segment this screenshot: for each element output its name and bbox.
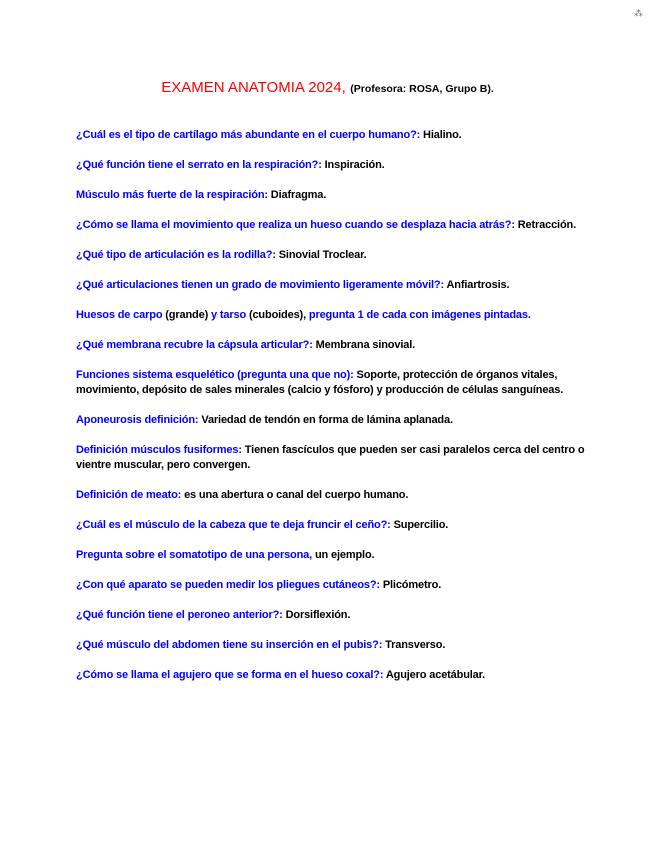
question-item: [76, 278, 586, 293]
question-item: [76, 128, 586, 143]
question-text: ¿Cómo se llama el movimiento que realiza un hueso cuando se desplaza hacia atrás?:: [76, 219, 515, 231]
question-item: [76, 158, 586, 173]
title-main: EXAMEN ANATOMIA 2024,: [161, 79, 346, 96]
page-title: [0, 79, 655, 97]
answer-text: Inspiración.: [321, 159, 385, 171]
question-item: [76, 548, 586, 563]
answer-text: Supercilio.: [390, 519, 449, 531]
question-text: ¿Qué músculo del abdomen tiene su inserción en el pubis?:: [76, 639, 383, 651]
question-text: ¿Cuál es el músculo de la cabeza que te deja fruncir el ceño?:: [76, 519, 391, 531]
answer-text: Retracción.: [514, 219, 577, 231]
question-item: [76, 668, 586, 683]
answer-text: Variedad de tendón en forma de lámina aplanada.: [198, 414, 453, 426]
question-item: [76, 518, 586, 533]
question-text: ¿Qué articulaciones tienen un grado de movimiento ligeramente móvil?:: [76, 279, 445, 291]
question-text: ¿Cuál es el tipo de cartílago más abundante en el cuerpo humano?:: [76, 129, 421, 141]
answer-text: (cuboides),: [246, 309, 309, 321]
answer-text: Dorsiflexión.: [282, 609, 351, 621]
answer-text: un ejemplo.: [312, 549, 375, 561]
question-item: [76, 578, 586, 593]
question-item: [76, 218, 586, 233]
question-text: ¿Qué función tiene el peroneo anterior?:: [76, 609, 283, 621]
question-text: Músculo más fuerte de la respiración:: [76, 189, 268, 201]
question-text: ¿Qué membrana recubre la cápsula articular?:: [76, 339, 313, 351]
answer-text: (grande): [162, 309, 212, 321]
answer-text: Sinovial Troclear.: [275, 249, 367, 261]
question-item: [76, 608, 586, 623]
answer-text: Membrana sinovial.: [312, 339, 416, 351]
question-item: [76, 443, 586, 473]
question-item: [76, 638, 586, 653]
question-item: [76, 368, 586, 398]
question-text: Funciones sistema esquelético (pregunta una que no):: [76, 369, 354, 381]
answer-text: Hialino.: [420, 129, 462, 141]
question-text: pregunta 1 de cada con imágenes pintadas.: [308, 309, 531, 321]
answer-text: es una abertura o canal del cuerpo humano.: [181, 489, 409, 501]
answer-text: Diafragma.: [267, 189, 327, 201]
question-text: Huesos de carpo: [76, 309, 163, 321]
question-list: [76, 128, 586, 698]
question-item: [76, 413, 586, 428]
question-item: [76, 338, 586, 353]
question-text: Aponeurosis definición:: [76, 414, 199, 426]
question-text: y tarso: [211, 309, 247, 321]
answer-text: Soporte, protección de órganos vitales, movimiento, depósito de sales minerales (calcio y fósforo) y producción de células sanguíneas.: [76, 369, 564, 396]
answer-text: Agujero acetábular.: [383, 669, 486, 681]
question-text: Definición de meato:: [76, 489, 182, 501]
answer-text: Tienen fascículos que pueden ser casi paralelos cerca del centro o vientre muscular, pero convergen.: [76, 444, 585, 471]
question-text: ¿Qué función tiene el serrato en la respiración?:: [76, 159, 322, 171]
question-text: ¿Cómo se llama el agujero que se forma en el hueso coxal?:: [76, 669, 384, 681]
answer-text: Transverso.: [382, 639, 446, 651]
question-text: Pregunta sobre el somatotipo de una persona,: [76, 549, 313, 561]
title-subtitle: (Profesora: ROSA, Grupo B).: [350, 83, 494, 95]
question-item: [76, 308, 586, 323]
answer-text: Anfiartrosis.: [444, 279, 510, 291]
question-item: [76, 248, 586, 263]
question-text: ¿Con qué aparato se pueden medir los pliegues cutáneos?:: [76, 579, 380, 591]
question-item: [76, 188, 586, 203]
question-text: ¿Qué tipo de articulación es la rodilla?:: [76, 249, 276, 261]
question-item: [76, 488, 586, 503]
question-text: Definición músculos fusiformes:: [76, 444, 242, 456]
answer-text: Plicómetro.: [379, 579, 442, 591]
corner-glyph: ⁂: [634, 8, 642, 18]
